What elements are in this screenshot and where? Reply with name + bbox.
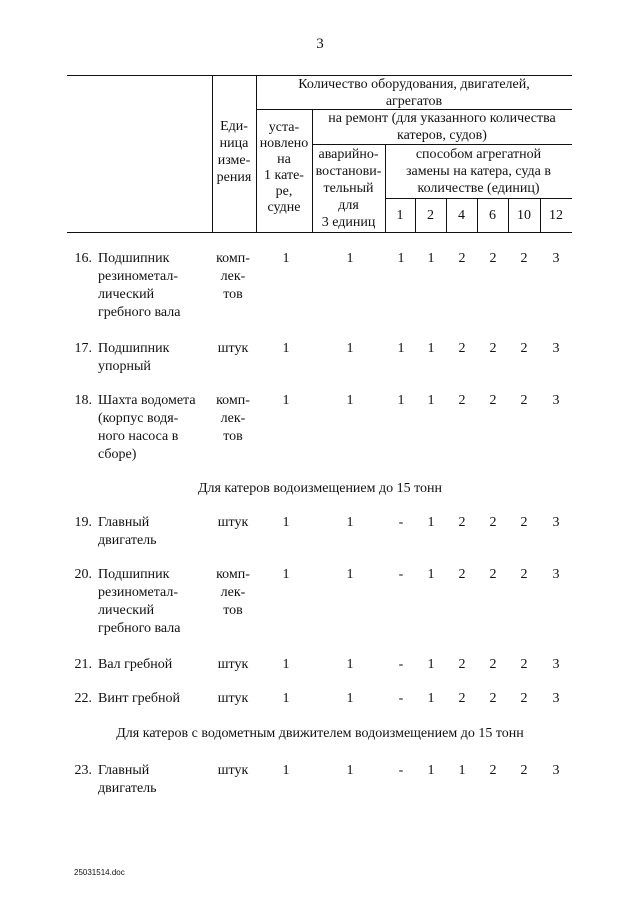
row-aggregate-value: 3 [552, 515, 560, 530]
row-number: 19. [74, 515, 92, 530]
header-aggregate: способом агрегатной замены на катера, суда в количестве (единиц) [405, 147, 551, 196]
row-emergency: 1 [346, 691, 354, 706]
row-unit: штук [217, 515, 249, 530]
header-qty-title: Количество оборудования, двигателей, агрегатов [298, 77, 530, 109]
row-aggregate-value: 1 [427, 393, 435, 408]
row-item-name: Подшипник резинометал- лический гребного вала [98, 567, 181, 636]
row-aggregate-value: 2 [520, 763, 528, 778]
row-aggregate-value: 2 [520, 657, 528, 672]
row-emergency: 1 [346, 657, 354, 672]
row-number: 23. [74, 763, 92, 778]
row-unit: штук [217, 691, 249, 706]
row-number: 16. [74, 251, 92, 266]
row-installed: 1 [282, 393, 290, 408]
header-repair-title: на ремонт (для указанного количества катеров, судов) [328, 111, 556, 143]
row-aggregate-value: 3 [552, 341, 560, 356]
header-count-2: 2 [427, 208, 434, 223]
row-aggregate-value: 2 [489, 763, 497, 778]
row-installed: 1 [282, 657, 290, 672]
header-unit: Еди- ница изме- рения [216, 119, 252, 185]
row-item-name: Вал гребной [98, 657, 173, 672]
row-unit: комп- лек- тов [216, 567, 250, 618]
row-aggregate-value: 1 [427, 567, 435, 582]
header-emergency: аварийно- востанови- тельный для 3 единиц [315, 147, 382, 230]
row-item-name: Винт гребной [98, 691, 181, 706]
row-aggregate-value: 3 [552, 657, 560, 672]
row-installed: 1 [282, 567, 290, 582]
row-item-name: Главный двигатель [98, 763, 157, 796]
header-count-4: 4 [458, 208, 465, 223]
row-installed: 1 [282, 515, 290, 530]
row-emergency: 1 [346, 393, 354, 408]
row-aggregate-value: 1 [397, 251, 405, 266]
row-number: 17. [74, 341, 92, 356]
row-aggregate-value: 3 [552, 691, 560, 706]
header-hline-repair [312, 144, 572, 145]
row-aggregate-value: 2 [520, 251, 528, 266]
footer-filename: 25031514.doc [74, 868, 125, 877]
row-aggregate-value: - [398, 567, 404, 582]
row-aggregate-value: 3 [552, 763, 560, 778]
row-unit: комп- лек- тов [216, 251, 250, 302]
page-number: 3 [316, 36, 324, 52]
row-unit: штук [217, 657, 249, 672]
row-aggregate-value: 2 [520, 393, 528, 408]
row-number: 20. [74, 567, 92, 582]
row-aggregate-value: 1 [427, 251, 435, 266]
row-aggregate-value: 2 [489, 691, 497, 706]
row-item-name: Шахта водомета (корпус водя- ного насоса в сборе) [98, 393, 196, 462]
row-aggregate-value: 3 [552, 567, 560, 582]
row-emergency: 1 [346, 515, 354, 530]
row-number: 22. [74, 691, 92, 706]
header-hline-counts [385, 198, 572, 199]
header-count-6: 6 [489, 208, 496, 223]
row-emergency: 1 [346, 341, 354, 356]
header-count-10: 10 [517, 208, 531, 223]
row-aggregate-value: 3 [552, 251, 560, 266]
row-installed: 1 [282, 691, 290, 706]
header-count-12: 12 [549, 208, 563, 223]
row-aggregate-value: 1 [427, 691, 435, 706]
row-unit: штук [217, 341, 249, 356]
row-aggregate-value: 1 [427, 763, 435, 778]
row-aggregate-value: 2 [489, 341, 497, 356]
row-aggregate-value: 2 [458, 251, 466, 266]
row-aggregate-value: - [398, 763, 404, 778]
row-aggregate-value: 2 [458, 341, 466, 356]
row-emergency: 1 [346, 251, 354, 266]
row-aggregate-value: 2 [458, 657, 466, 672]
row-aggregate-value: 2 [520, 515, 528, 530]
row-aggregate-value: 2 [458, 691, 466, 706]
header-installed: уста- новлено на 1 кате- ре, судне [259, 120, 309, 215]
row-emergency: 1 [346, 567, 354, 582]
row-aggregate-value: - [398, 657, 404, 672]
row-unit: комп- лек- тов [216, 393, 250, 444]
row-aggregate-value: 1 [458, 763, 466, 778]
row-aggregate-value: 1 [397, 341, 405, 356]
row-unit: штук [217, 763, 249, 778]
row-aggregate-value: 2 [489, 393, 497, 408]
section-heading-waterjet-15t: Для катеров с водометным движителем водоизмещением до 15 тонн [116, 726, 524, 741]
row-aggregate-value: 3 [552, 393, 560, 408]
row-aggregate-value: 1 [397, 393, 405, 408]
row-aggregate-value: 1 [427, 657, 435, 672]
row-aggregate-value: 2 [489, 657, 497, 672]
row-aggregate-value: 2 [458, 567, 466, 582]
row-installed: 1 [282, 251, 290, 266]
row-aggregate-value: 2 [520, 567, 528, 582]
row-aggregate-value: 2 [489, 251, 497, 266]
row-installed: 1 [282, 763, 290, 778]
row-aggregate-value: - [398, 691, 404, 706]
row-emergency: 1 [346, 763, 354, 778]
row-aggregate-value: 2 [520, 691, 528, 706]
row-aggregate-value: 2 [458, 393, 466, 408]
header-bottom-rule [67, 232, 572, 233]
row-installed: 1 [282, 341, 290, 356]
row-number: 18. [74, 393, 92, 408]
row-aggregate-value: 1 [427, 515, 435, 530]
row-aggregate-value: 2 [489, 567, 497, 582]
row-aggregate-value: - [398, 515, 404, 530]
header-count-1: 1 [396, 208, 404, 223]
row-item-name: Подшипник упорный [98, 341, 170, 374]
row-aggregate-value: 2 [458, 515, 466, 530]
row-aggregate-value: 2 [489, 515, 497, 530]
section-heading-15t: Для катеров водоизмещением до 15 тонн [197, 481, 443, 496]
row-item-name: Подшипник резинометал- лический гребного вала [98, 251, 181, 320]
row-aggregate-value: 2 [520, 341, 528, 356]
row-aggregate-value: 1 [427, 341, 435, 356]
row-item-name: Главный двигатель [98, 515, 157, 548]
row-number: 21. [74, 657, 92, 672]
